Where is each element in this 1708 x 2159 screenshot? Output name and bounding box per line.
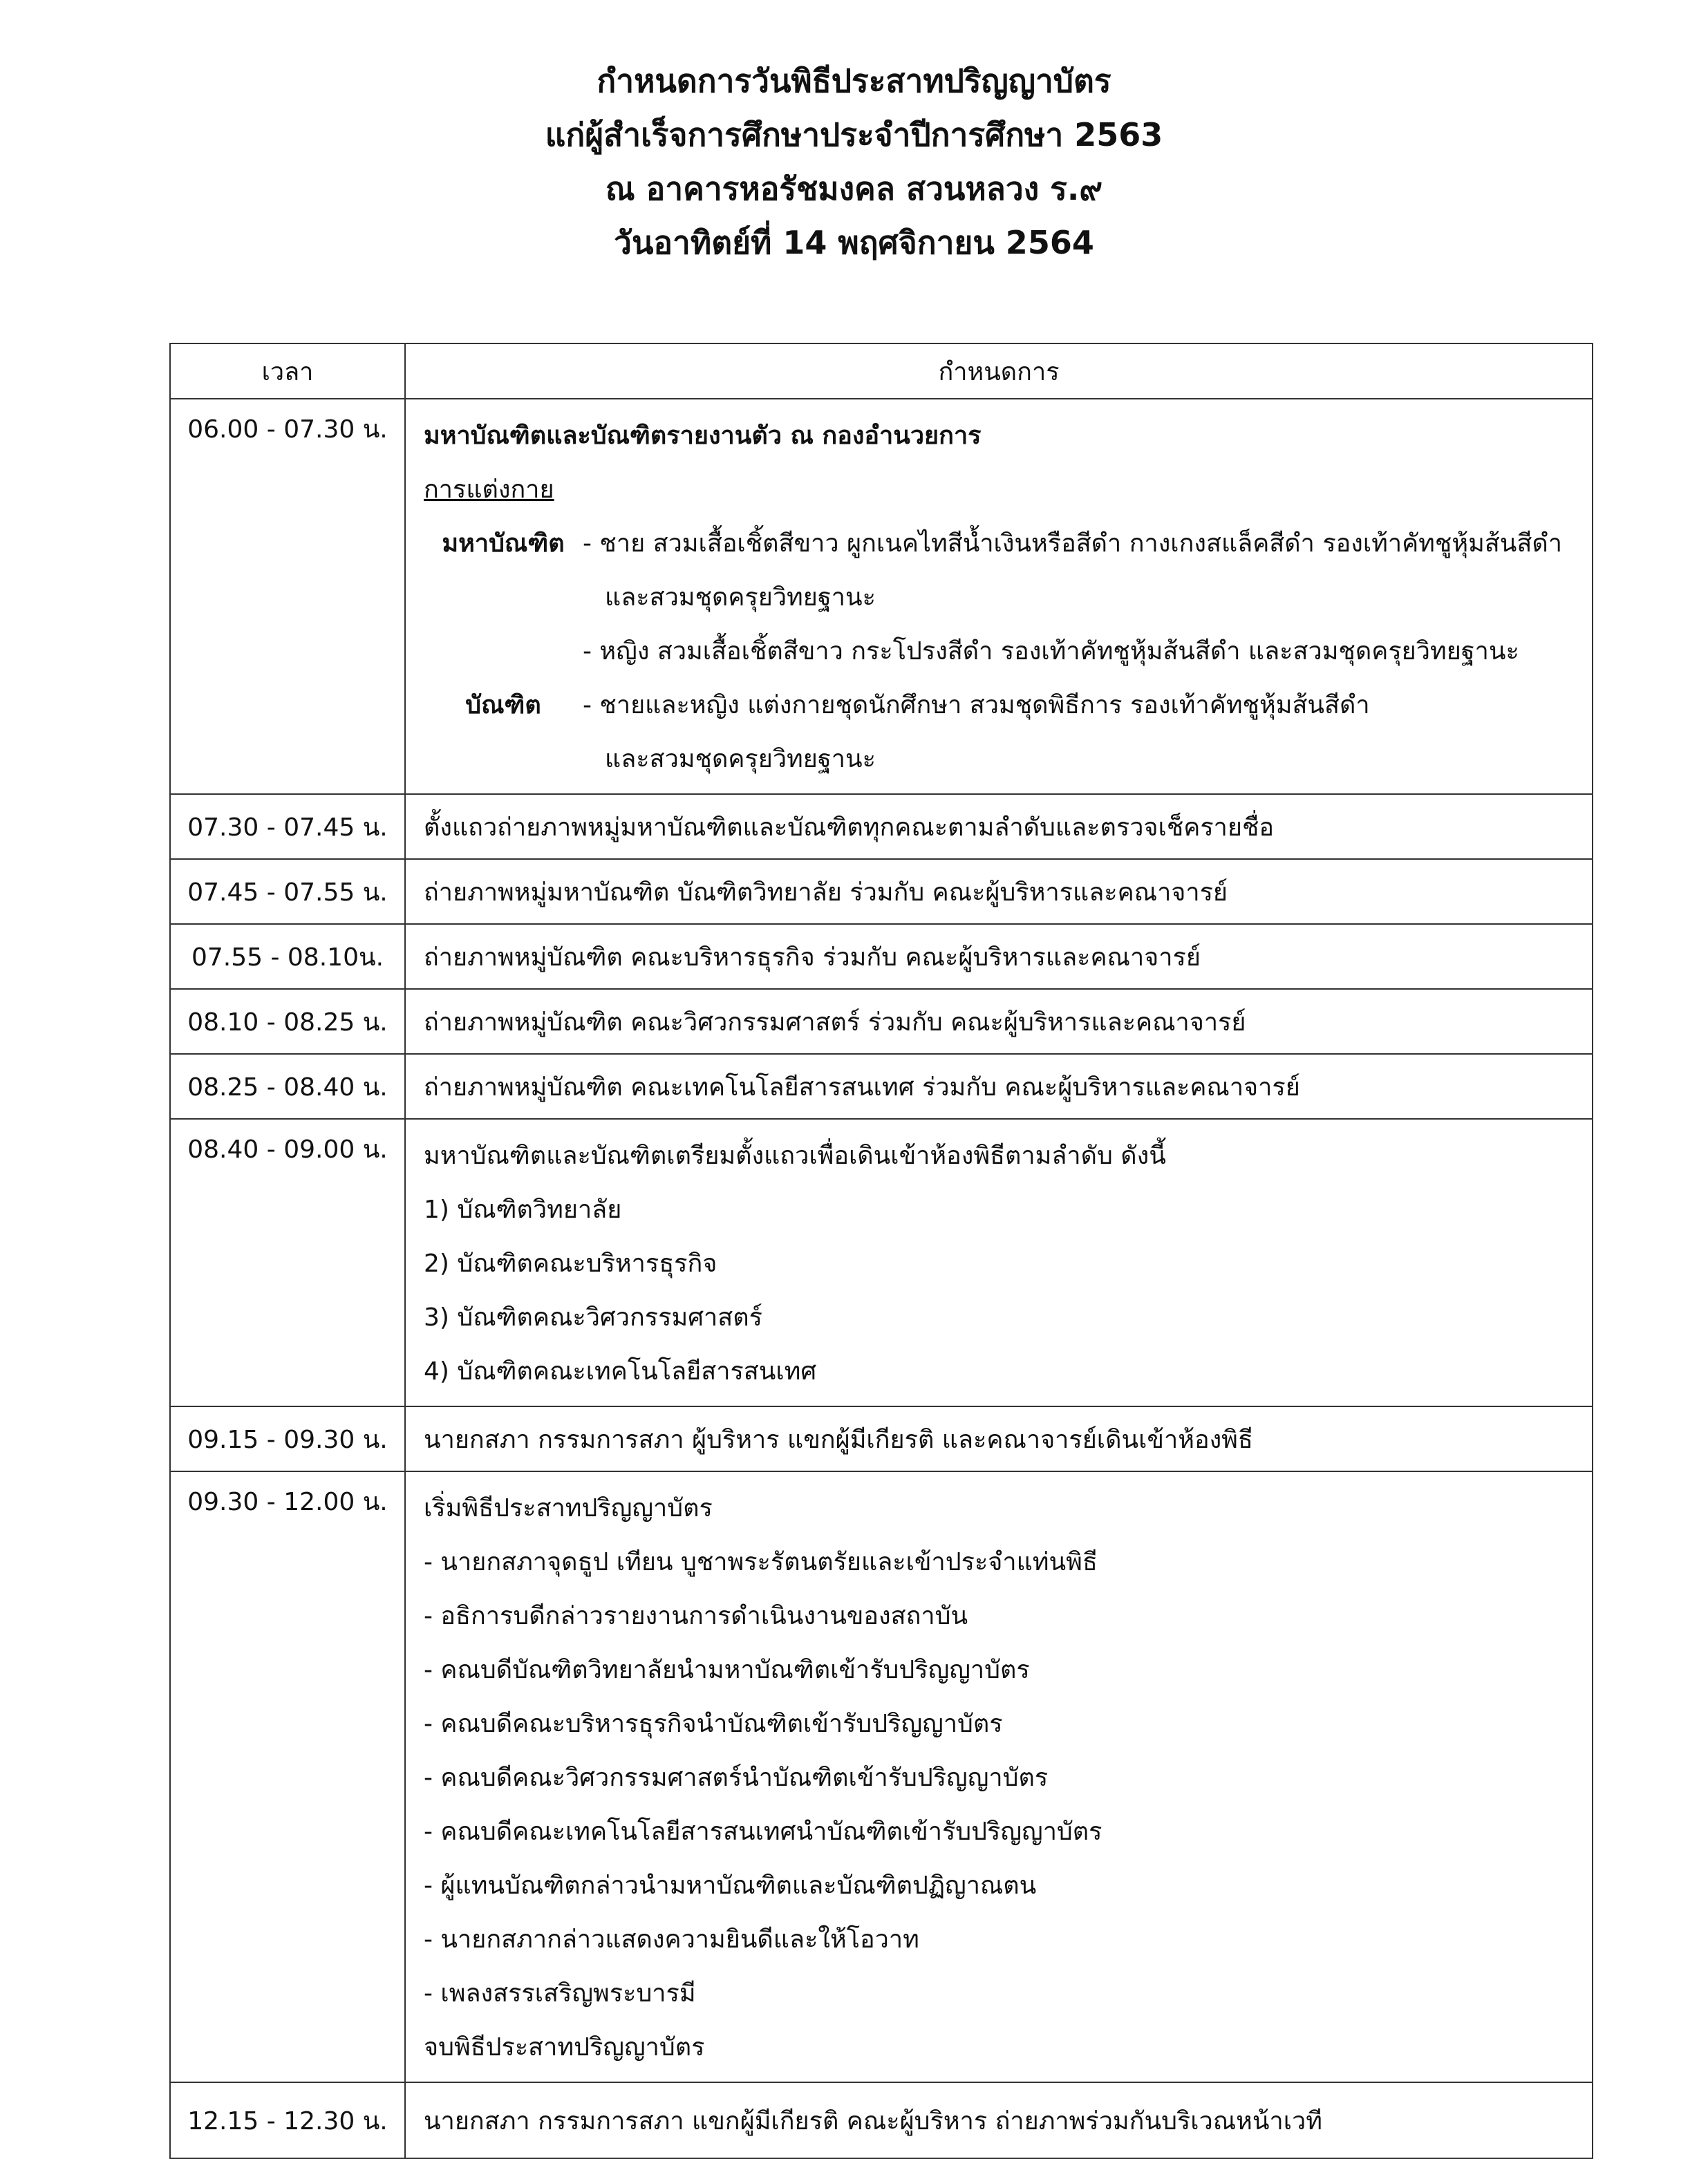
list-item: - ผู้แทนบัณฑิตกล่าวนำมหาบัณฑิตและบัณฑิตปฏิญาณตน	[424, 1872, 1037, 1900]
dress-item	[424, 625, 1592, 679]
agenda-cell: นายกสภา กรรมการสภา ผู้บริหาร แขกผู้มีเกียรติ และคณาจารย์เดินเข้าห้องพิธี	[405, 1406, 1593, 1471]
dress-code-label: การแต่งกาย	[424, 475, 554, 504]
list-item: 3) บัณฑิตคณะวิศวกรรมศาสตร์	[424, 1303, 762, 1332]
document-title	[0, 54, 1708, 270]
time-cell: 08.40 - 09.00 น.	[170, 1119, 405, 1406]
dress-group: บัณฑิต	[465, 691, 541, 719]
list-item: - คณบดีคณะวิศวกรรมศาสตร์นำบัณฑิตเข้ารับปริญญาบัตร	[424, 1764, 1049, 1792]
time-cell: 08.25 - 08.40 น.	[170, 1054, 405, 1119]
dress-text: - ชาย สวมเสื้อเชิ้ตสีขาว ผูกเนคไทสีน้ำเงินหรือสีดำ กางเกงสแล็คสีดำ รองเท้าคัทชูหุ้มส้นสีดำ	[583, 529, 1562, 558]
list-item: - เพลงสรรเสริญพระบารมี	[424, 1979, 696, 2008]
table-row	[170, 794, 1593, 859]
list-item: - นายกสภากล่าวแสดงความยินดีและให้โอวาท	[424, 1925, 919, 1954]
time-cell: 08.10 - 08.25 น.	[170, 989, 405, 1054]
time-cell: 06.00 - 07.30 น.	[170, 399, 405, 794]
list-item: - คณบดีคณะเทคโนโลยีสารสนเทศนำบัณฑิตเข้ารับปริญญาบัตร	[424, 1818, 1102, 1846]
list-item: - นายกสภาจุดธูป เทียน บูชาพระรัตนตรัยและเข้าประจำแท่นพิธี	[424, 1548, 1098, 1576]
agenda-cell: ตั้งแถวถ่ายภาพหมู่มหาบัณฑิตและบัณฑิตทุกคณะตามลำดับและตรวจเช็ครายชื่อ	[405, 794, 1593, 859]
agenda-closing: จบพิธีประสาทปริญญาบัตร	[424, 2033, 705, 2062]
dress-item	[424, 679, 1592, 786]
agenda-cell	[405, 1471, 1593, 2082]
agenda-cell: ถ่ายภาพหมู่บัณฑิต คณะบริหารธุรกิจ ร่วมกับ คณะผู้บริหารและคณาจารย์	[405, 924, 1593, 989]
title-line-3: ณ อาคารหอรัชมงคล สวนหลวง ร.๙	[605, 170, 1103, 207]
agenda-cell: ถ่ายภาพหมู่บัณฑิต คณะวิศวกรรมศาสตร์ ร่วมกับ คณะผู้บริหารและคณาจารย์	[405, 989, 1593, 1054]
time-cell: 07.30 - 07.45 น.	[170, 794, 405, 859]
table-row	[170, 989, 1593, 1054]
table-row	[170, 924, 1593, 989]
time-cell: 07.45 - 07.55 น.	[170, 859, 405, 924]
list-item: 2) บัณฑิตคณะบริหารธุรกิจ	[424, 1250, 717, 1278]
agenda-cell	[405, 1119, 1593, 1406]
time-cell: 07.55 - 08.10น.	[170, 924, 405, 989]
dress-item	[424, 517, 1592, 625]
list-item: 4) บัณฑิตคณะเทคโนโลยีสารสนเทศ	[424, 1357, 817, 1386]
table-row	[170, 399, 1593, 794]
table-row	[170, 859, 1593, 924]
agenda-text: มหาบัณฑิตและบัณฑิตเตรียมตั้งแถวเพื่อเดินเข้าห้องพิธีตามลำดับ ดังนี้	[424, 1142, 1166, 1170]
dress-text: - ชายและหญิง แต่งกายชุดนักศึกษา สวมชุดพิธีการ รองเท้าคัทชูหุ้มส้นสีดำ	[583, 691, 1370, 719]
table-row	[170, 1054, 1593, 1119]
time-cell: 09.15 - 09.30 น.	[170, 1406, 405, 1471]
table-row	[170, 1119, 1593, 1406]
agenda-cell	[405, 399, 1593, 794]
agenda-cell: นายกสภา กรรมการสภา แขกผู้มีเกียรติ คณะผู้บริหาร ถ่ายภาพร่วมกันบริเวณหน้าเวที	[405, 2082, 1593, 2158]
agenda-heading: มหาบัณฑิตและบัณฑิตรายงานตัว ณ กองอำนวยการ	[424, 422, 982, 450]
time-cell: 09.30 - 12.00 น.	[170, 1471, 405, 2082]
header-agenda: กำหนดการ	[405, 343, 1593, 399]
list-item: - คณบดีบัณฑิตวิทยาลัยนำมหาบัณฑิตเข้ารับปริญญาบัตร	[424, 1656, 1030, 1684]
dress-group	[424, 625, 583, 679]
dress-text-cont: และสวมชุดครุยวิทยฐานะ	[605, 745, 876, 773]
agenda-cell: ถ่ายภาพหมู่มหาบัณฑิต บัณฑิตวิทยาลัย ร่วมกับ คณะผู้บริหารและคณาจารย์	[405, 859, 1593, 924]
agenda-cell: ถ่ายภาพหมู่บัณฑิต คณะเทคโนโลยีสารสนเทศ ร่วมกับ คณะผู้บริหารและคณาจารย์	[405, 1054, 1593, 1119]
list-item: 1) บัณฑิตวิทยาลัย	[424, 1196, 622, 1224]
table-row	[170, 1406, 1593, 1471]
dress-text: - หญิง สวมเสื้อเชิ้ตสีขาว กระโปรงสีดำ รองเท้าคัทชูหุ้มส้นสีดำ และสวมชุดครุยวิทยฐานะ	[583, 637, 1519, 666]
agenda-text: เริ่มพิธีประสาทปริญญาบัตร	[424, 1494, 713, 1522]
dress-group: มหาบัณฑิต	[442, 529, 565, 558]
title-line-4: วันอาทิตย์ที่ 14 พฤศจิกายน 2564	[614, 224, 1094, 261]
title-line-2: แก่ผู้สำเร็จการศึกษาประจำปีการศึกษา 2563	[545, 116, 1163, 153]
time-cell: 12.15 - 12.30 น.	[170, 2082, 405, 2158]
table-row	[170, 2082, 1593, 2158]
list-item: - อธิการบดีกล่าวรายงานการดำเนินงานของสถาบัน	[424, 1602, 968, 1630]
header-time: เวลา	[170, 343, 405, 399]
table-header-row	[170, 343, 1593, 399]
dress-text-cont: และสวมชุดครุยวิทยฐานะ	[605, 583, 876, 612]
schedule-table	[169, 343, 1593, 2159]
list-item: - คณบดีคณะบริหารธุรกิจนำบัณฑิตเข้ารับปริญญาบัตร	[424, 1710, 1003, 1738]
table-row	[170, 1471, 1593, 2082]
title-line-1: กำหนดการวันพิธีประสาทปริญญาบัตร	[597, 62, 1111, 100]
